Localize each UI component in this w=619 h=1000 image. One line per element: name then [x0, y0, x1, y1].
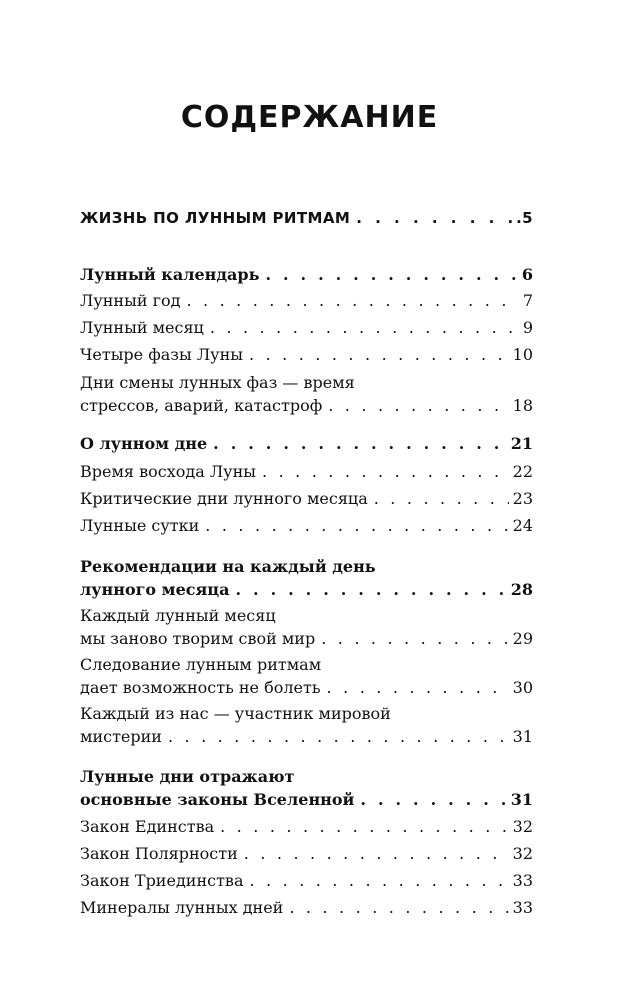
toc-page-number: .5 — [516, 209, 533, 227]
toc-item-title: Лунный месяц — [80, 318, 204, 337]
toc-item-entry[interactable] — [80, 702, 533, 748]
toc-page-number: 32 — [512, 817, 533, 836]
toc-item-entry[interactable] — [80, 514, 533, 537]
toc-page-number: 33 — [512, 871, 533, 890]
dot-leader — [244, 842, 509, 865]
toc-item-title: мистерии — [80, 727, 162, 746]
dot-leader — [374, 487, 509, 510]
toc-section-entry[interactable] — [80, 263, 533, 286]
toc-page-number: 24 — [512, 516, 533, 535]
toc-item-title: Четыре фазы Луны — [80, 345, 243, 364]
toc-page-number: 6 — [521, 265, 533, 284]
table-of-contents — [80, 0, 533, 1000]
toc-item-title: дает возможность не болеть — [80, 678, 321, 697]
dot-leader — [213, 432, 507, 455]
dot-leader — [360, 788, 506, 811]
toc-section-title: основные законы Вселенной — [80, 790, 355, 809]
toc-section-title-line: Лунные дни отражают — [80, 767, 295, 786]
toc-item-title: Закон Единства — [80, 817, 215, 836]
toc-item-entry[interactable] — [80, 460, 533, 483]
dot-leader — [356, 207, 512, 230]
toc-section-title: Лунный календарь — [80, 265, 260, 284]
toc-item-entry[interactable] — [80, 316, 533, 339]
toc-section-title-line: Рекомендации на каждый день — [80, 557, 376, 576]
dot-leader — [168, 725, 509, 748]
toc-item-title: Время восхода Луны — [80, 462, 256, 481]
toc-page-number: 9 — [522, 318, 533, 337]
toc-item-title: Минералы лунных дней — [80, 898, 284, 917]
toc-item-title: Лунный год — [80, 291, 181, 310]
toc-item-entry[interactable] — [80, 371, 533, 417]
toc-item-title: Критические дни лунного месяца — [80, 489, 368, 508]
toc-page-number: 30 — [512, 678, 533, 697]
toc-part-entry[interactable] — [80, 207, 533, 230]
toc-item-entry[interactable] — [80, 487, 533, 510]
toc-page-number: 23 — [512, 489, 533, 508]
toc-item-entry[interactable] — [80, 343, 533, 366]
toc-item-title-line: Дни смены лунных фаз — время — [80, 373, 355, 392]
toc-item-entry[interactable] — [80, 653, 533, 699]
dot-leader — [249, 343, 509, 366]
dot-leader — [327, 676, 509, 699]
dot-leader — [210, 316, 519, 339]
toc-item-entry[interactable] — [80, 815, 533, 838]
toc-item-title: стрессов, аварий, катастроф — [80, 396, 323, 415]
toc-item-entry[interactable] — [80, 289, 533, 312]
toc-page-number: 7 — [522, 291, 533, 310]
toc-section-title: лунного месяца — [80, 580, 230, 599]
toc-item-title: Закон Полярности — [80, 844, 238, 863]
dot-leader — [265, 263, 517, 286]
dot-leader — [205, 514, 508, 537]
toc-page-number: 10 — [512, 345, 533, 364]
toc-page-number: 18 — [512, 396, 533, 415]
toc-page-number: 31 — [510, 790, 533, 809]
page-title: СОДЕРЖАНИЕ — [180, 100, 439, 135]
toc-page-number: 21 — [510, 434, 533, 453]
toc-section-entry[interactable] — [80, 555, 533, 601]
toc-section-entry[interactable] — [80, 765, 533, 811]
toc-item-title-line: Следование лунным ритмам — [80, 655, 322, 674]
dot-leader — [249, 869, 508, 892]
dot-leader — [328, 394, 508, 417]
toc-item-title-line: Каждый лунный месяц — [80, 606, 276, 625]
toc-page-number: 32 — [512, 844, 533, 863]
dot-leader — [236, 578, 507, 601]
dot-leader — [186, 289, 518, 312]
toc-page-number: 28 — [510, 580, 533, 599]
dot-leader — [262, 460, 509, 483]
toc-item-entry[interactable] — [80, 842, 533, 865]
dot-leader — [289, 896, 508, 919]
toc-item-title-line: Каждый из нас — участник мировой — [80, 704, 391, 723]
toc-item-entry[interactable] — [80, 896, 533, 919]
toc-page-number: 31 — [512, 727, 533, 746]
toc-item-title: Закон Триединства — [80, 871, 244, 890]
dot-leader — [220, 815, 509, 838]
toc-page-number: 22 — [512, 462, 533, 481]
toc-item-entry[interactable] — [80, 604, 533, 650]
toc-page-number: 33 — [512, 898, 533, 917]
toc-section-title: О лунном дне — [80, 434, 208, 453]
toc-part-title: ЖИЗНЬ ПО ЛУННЫМ РИТМАМ — [80, 209, 351, 227]
toc-page-number: 29 — [512, 629, 533, 648]
toc-section-entry[interactable] — [80, 432, 533, 455]
toc-item-title: Лунные сутки — [80, 516, 200, 535]
toc-item-title: мы заново творим свой мир — [80, 629, 316, 648]
toc-item-entry[interactable] — [80, 869, 533, 892]
dot-leader — [321, 627, 508, 650]
